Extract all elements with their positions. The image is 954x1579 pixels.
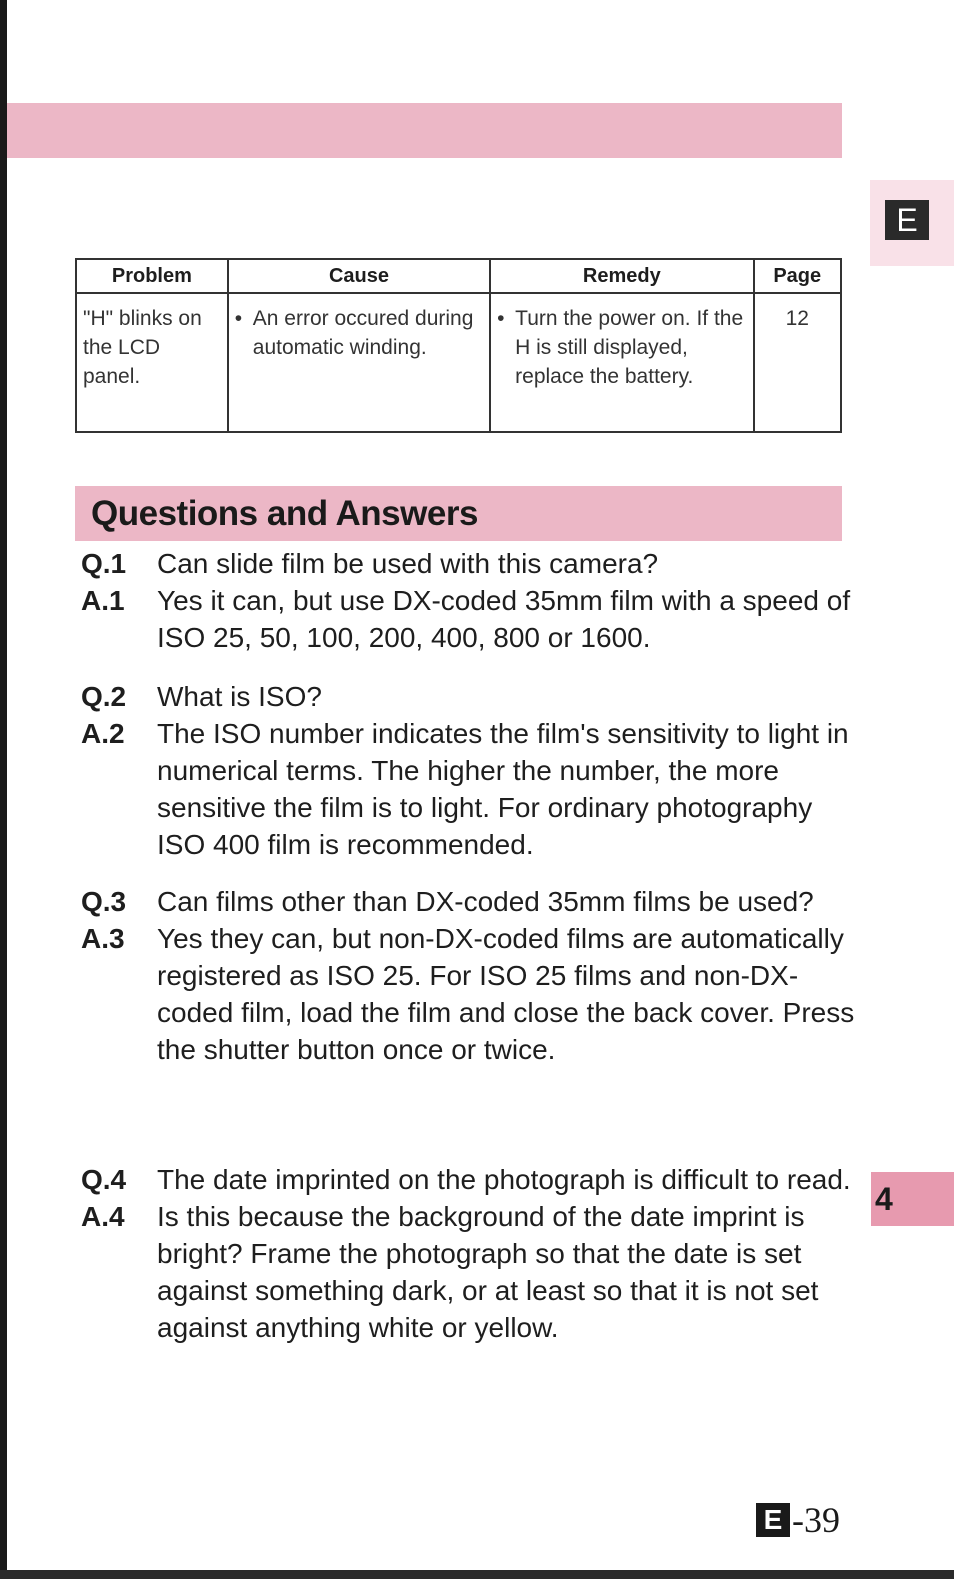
answer-row xyxy=(81,1198,861,1346)
troubleshooting-table xyxy=(75,258,842,433)
question-text: Can slide film be used with this camera? xyxy=(157,548,659,579)
header-problem: Problem xyxy=(76,259,228,293)
cell-page: 12 xyxy=(754,293,841,432)
chapter-tab: 4 xyxy=(871,1172,954,1226)
cell-cause xyxy=(228,293,490,432)
answer-row xyxy=(81,715,861,863)
page-number xyxy=(756,1498,840,1542)
cause-text: An error occured during automatic winding. xyxy=(252,307,474,359)
remedy-text: Turn the power on. If the H is still displayed, replace the battery. xyxy=(515,307,744,388)
section-tab-letter: E xyxy=(885,200,929,240)
answer-row xyxy=(81,920,861,1068)
question-label: Q.3 xyxy=(81,886,127,917)
question-row xyxy=(81,545,861,582)
answer-row xyxy=(81,582,861,656)
question-row xyxy=(81,678,861,715)
answer-text: Is this because the background of the date imprint is bright? Frame the photograph so that the date is set against something dark, or at least so that it is not set against anything white or yellow. xyxy=(157,1201,819,1343)
answer-text: Yes they can, but non-DX-coded films are automatically registered as ISO 25. For ISO 25 films and non-DX-coded film, load the film and close the back cover. Press the shutter button once or twice. xyxy=(157,923,855,1065)
qa-item-4 xyxy=(81,1161,861,1346)
table-header-row xyxy=(76,259,841,293)
page-number-text: -39 xyxy=(792,1500,840,1540)
cell-remedy xyxy=(490,293,753,432)
bullet-icon: • xyxy=(497,307,505,330)
page-left-edge xyxy=(0,0,7,1579)
question-text: What is ISO? xyxy=(157,681,322,712)
qa-section-heading: Questions and Answers xyxy=(75,486,842,541)
answer-text: Yes it can, but use DX-coded 35mm film with a speed of ISO 25, 50, 100, 200, 400, 800 or 1600. xyxy=(157,585,851,653)
answer-label: A.2 xyxy=(81,718,125,749)
question-row xyxy=(81,883,861,920)
question-label: Q.2 xyxy=(81,681,127,712)
qa-item-2 xyxy=(81,678,861,863)
page-bottom-edge xyxy=(0,1570,954,1579)
answer-label: A.1 xyxy=(81,585,125,616)
bullet-icon: • xyxy=(234,307,243,330)
page-number-section-box: E xyxy=(756,1503,790,1537)
question-row xyxy=(81,1161,861,1198)
qa-item-1 xyxy=(81,545,861,656)
qa-item-3 xyxy=(81,883,861,1068)
cell-problem: "H" blinks on the LCD panel. xyxy=(76,293,228,432)
answer-label: A.4 xyxy=(81,1201,125,1232)
header-color-band xyxy=(7,103,842,158)
question-text: The date imprinted on the photograph is difficult to read. xyxy=(157,1164,851,1195)
answer-text: The ISO number indicates the film's sensitivity to light in numerical terms. The higher the number, the more sensitive the film is to light. For ordinary photography ISO 400 film is recommended. xyxy=(157,718,849,860)
question-label: Q.4 xyxy=(81,1164,127,1195)
question-text: Can films other than DX-coded 35mm films be used? xyxy=(157,886,814,917)
header-page: Page xyxy=(754,259,841,293)
table-row xyxy=(76,293,841,432)
question-label: Q.1 xyxy=(81,548,127,579)
header-remedy: Remedy xyxy=(490,259,753,293)
header-cause: Cause xyxy=(228,259,490,293)
answer-label: A.3 xyxy=(81,923,125,954)
